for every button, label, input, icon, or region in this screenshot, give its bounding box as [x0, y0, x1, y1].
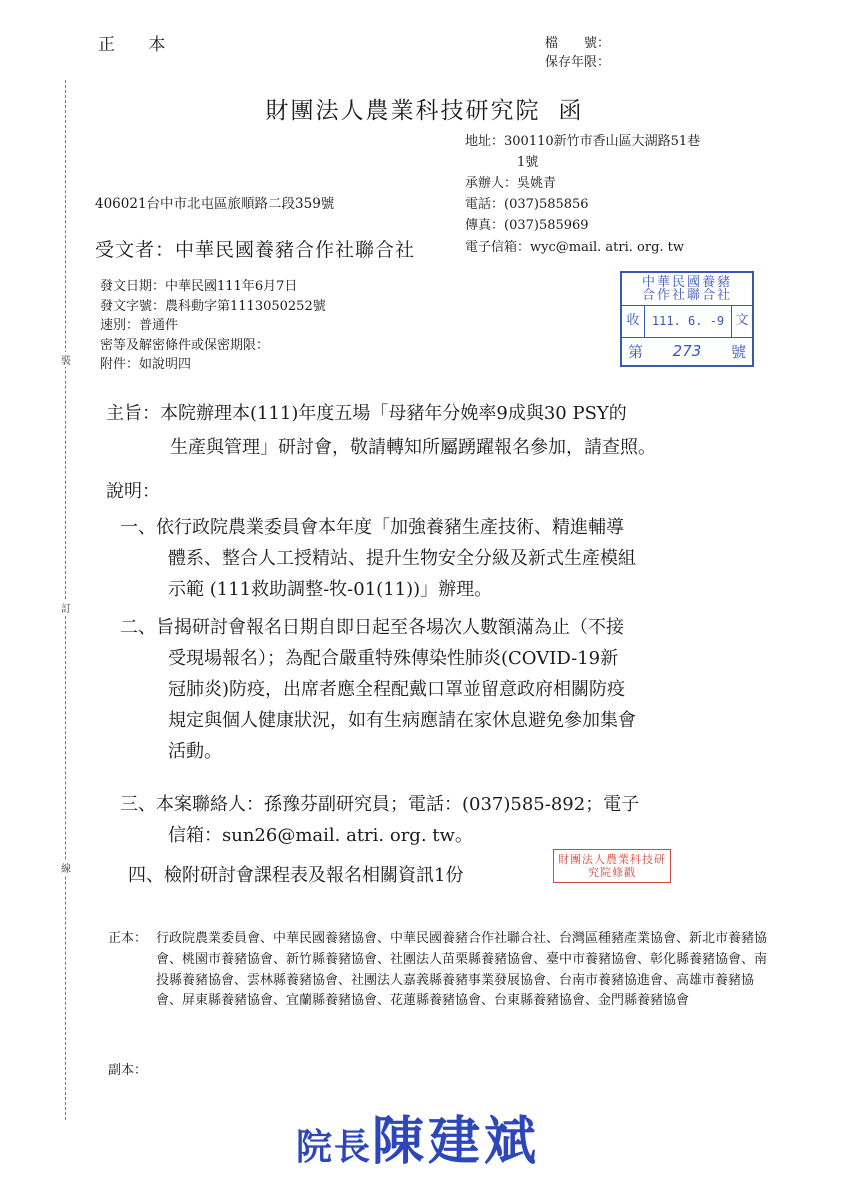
explanation-item-1 [120, 512, 636, 605]
binding-line [56, 80, 76, 1120]
sender-org-name: 財團法人農業科技研究院 [265, 98, 541, 124]
sender-fax: 傳真：(037)585969 [465, 218, 589, 233]
sender-address-line1: 地址：300110新竹市香山區大湖路51巷 [465, 134, 701, 149]
explanation-item-4 [128, 860, 463, 891]
item2-line5: 活動。 [168, 741, 222, 762]
file-number-label: 檔 號： [545, 36, 611, 51]
subject-line2: 生產與管理」研討會，敬請轉知所屬踴躍報名參加，請查照。 [170, 437, 656, 458]
binding-mark-xian: 線 [56, 860, 76, 875]
receipt-stamp-number: 273 [672, 342, 702, 360]
receipt-stamp-doc-label: 文 [731, 305, 752, 337]
dispatch-confidentiality: 密等及解密條件或保密期限： [100, 337, 270, 353]
dispatch-speed: 速別：普通件 [100, 318, 179, 333]
item1-line2: 體系、整合人工授精站、提升生物安全分級及新式生產模組 [168, 548, 636, 569]
item1-line1: 一、依行政院農業委員會本年度「加強養豬生產技術、精進輔導 [120, 517, 624, 538]
retention-label: 保存年限： [545, 55, 611, 70]
receipt-stamp-number-row [622, 337, 752, 365]
explanation-label: 說明： [106, 481, 160, 502]
letterhead-title [0, 92, 849, 125]
recipient-address: 406021台中市北屯區旅順路二段359號 [95, 196, 335, 212]
cc-recipients: 行政院農業委員會、中華民國養豬協會、中華民國養豬合作社聯合社、台灣區種豬產業協會、新北市養豬協會、桃園市養豬協會、新竹縣養豬協會、社團法人苗栗縣養豬協會、臺中市養豬協會、彰化縣養豬協會、南投縣養豬協會、雲林縣養豬協會、社團法人嘉義縣養豬事業發展協會、台南市養豬協進會、高雄市養豬協會、屏東縣養豬協會、宜蘭縣養豬協會、花蓮縣養豬協會、台東縣養豬協會、金門縣養豬協會 [156, 931, 768, 1009]
receipt-stamp-date-row [622, 305, 752, 338]
bcc-label: 副本： [108, 1063, 148, 1078]
item2-line2: 受現場報名）；為配合嚴重特殊傳染性肺炎(COVID-19新 [168, 648, 619, 669]
receipt-stamp-no-suffix: 號 [730, 342, 746, 361]
institute-seal [553, 849, 671, 883]
cc-label: 正本： [108, 931, 148, 946]
sender-phone: 電話：(037)585856 [465, 197, 589, 212]
dispatch-date: 發文日期：中華民國111年6月7日 [100, 279, 298, 294]
subject-line1: 主旨：本院辦理本(111)年度五場「母豬年分娩率9成與30 PSY的 [106, 403, 627, 424]
binding-mark-zhuang: 裝 [56, 352, 76, 367]
item3-line2: 信箱：sun26@mail. atri. org. tw。 [168, 825, 473, 846]
item1-line3: 示範 (111救助調整-牧-01(11))」辦理。 [168, 579, 493, 600]
cc-list [108, 929, 768, 1012]
item2-line4: 規定與個人健康狀況，如有生病應請在家休息避免參加集會 [168, 710, 636, 731]
binding-mark-ding: 訂 [56, 600, 76, 615]
doc-kind: 函 [558, 98, 584, 124]
receipt-stamp-receive-label: 收 [622, 305, 645, 337]
sender-handler: 承辦人：吳姚青 [465, 176, 557, 191]
doc-meta [545, 34, 610, 72]
receipt-stamp [620, 271, 754, 367]
receipt-stamp-date: 111. 6. -9 [651, 314, 725, 328]
item2-line1: 二、旨揭研討會報名日期自即日起至各場次人數額滿為止（不接 [120, 617, 624, 638]
sender-email: 電子信箱：wyc@mail. atri. org. tw [465, 240, 685, 255]
explanation-item-2 [120, 612, 636, 767]
dispatch-info [100, 277, 326, 375]
item4-line1: 四、檢附研討會課程表及報名相關資訊1份 [128, 865, 464, 886]
sender-address-line2: 1號 [517, 155, 539, 170]
sender-contact-block [465, 131, 700, 236]
receipt-stamp-no-label: 第 [628, 342, 644, 361]
institute-seal-text: 財團法人農業科技研究院條戳 [558, 853, 666, 879]
recipient-name: 受文者：中華民國養豬合作社聯合社 [95, 239, 416, 261]
dispatch-number: 發文字號：農科動字第1113050252號 [100, 298, 326, 314]
receipt-stamp-org-line2: 合作社聯合社 [641, 288, 732, 303]
signer-name: 陳建斌 [372, 1111, 541, 1172]
signature [296, 1099, 540, 1174]
copy-type-label: 正 本 [98, 35, 180, 55]
subject [106, 397, 656, 465]
explanation-item-3 [120, 789, 639, 851]
receipt-stamp-org [622, 273, 752, 306]
item2-line3: 冠肺炎)防疫，出席者應全程配戴口罩並留意政府相關防疫 [168, 679, 626, 700]
dispatch-attachment: 附件：如說明四 [100, 357, 192, 372]
item3-line1: 三、本案聯絡人：孫豫芬副研究員；電話：(037)585-892；電子 [120, 794, 640, 815]
receipt-stamp-org-line1: 中華民國養豬 [641, 275, 732, 290]
signer-title: 院長 [296, 1126, 373, 1168]
